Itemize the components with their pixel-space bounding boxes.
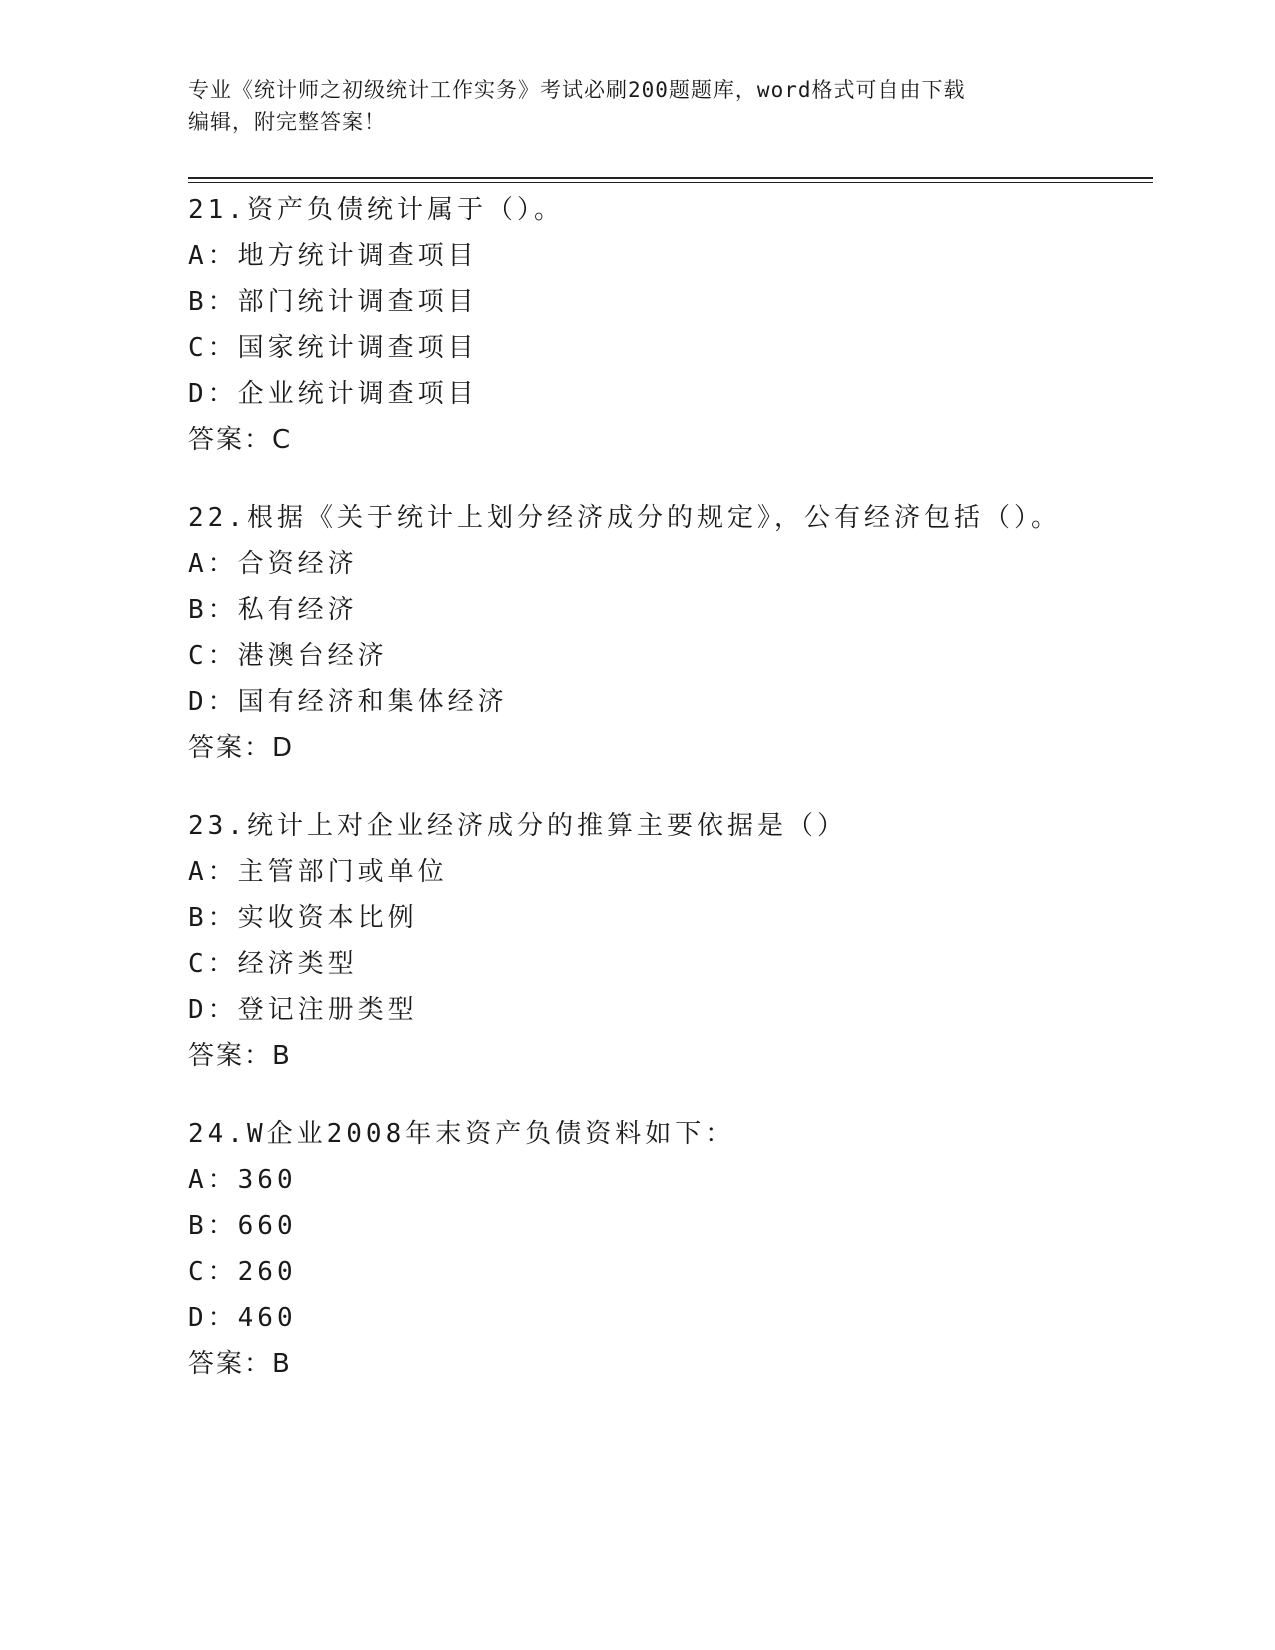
option-b: B：部门统计调查项目 <box>188 287 478 317</box>
question-22 <box>188 495 1153 771</box>
option-b: B：660 <box>188 1211 297 1241</box>
option-a: A：地方统计调查项目 <box>188 241 478 271</box>
header-divider-thick <box>188 177 1153 179</box>
option-a: A：主管部门或单位 <box>188 857 448 887</box>
question-stem: 22.根据《关于统计上划分经济成分的规定》，公有经济包括（）。 <box>188 503 1061 533</box>
option-d: D：企业统计调查项目 <box>188 379 478 409</box>
header-divider-thin <box>188 182 1153 183</box>
option-a: A：合资经济 <box>188 549 358 579</box>
answer: 答案：D <box>188 733 295 763</box>
answer: 答案：C <box>188 425 293 455</box>
option-c: C：港澳台经济 <box>188 641 388 671</box>
option-a: A：360 <box>188 1165 297 1195</box>
option-d: D：460 <box>188 1303 297 1333</box>
option-c: C：国家统计调查项目 <box>188 333 478 363</box>
option-d: D：登记注册类型 <box>188 995 418 1025</box>
document-header <box>188 74 1088 138</box>
answer: 答案：B <box>188 1349 292 1379</box>
option-b: B：私有经济 <box>188 595 358 625</box>
question-list <box>188 187 1153 1419</box>
option-c: C：经济类型 <box>188 949 358 979</box>
question-21 <box>188 187 1153 463</box>
option-d: D：国有经济和集体经济 <box>188 687 508 717</box>
question-stem: 21.资产负债统计属于（）。 <box>188 195 564 225</box>
question-24 <box>188 1111 1153 1387</box>
question-23 <box>188 803 1153 1079</box>
option-c: C：260 <box>188 1257 297 1287</box>
header-line-2: 编辑，附完整答案！ <box>188 110 386 134</box>
header-line-1: 专业《统计师之初级统计工作实务》考试必刷200题题库，word格式可自由下载 <box>188 78 966 102</box>
question-stem: 23.统计上对企业经济成分的推算主要依据是（） <box>188 811 847 841</box>
question-stem: 24.W企业2008年末资产负债资料如下： <box>188 1119 736 1149</box>
answer: 答案：B <box>188 1041 292 1071</box>
option-b: B：实收资本比例 <box>188 903 418 933</box>
